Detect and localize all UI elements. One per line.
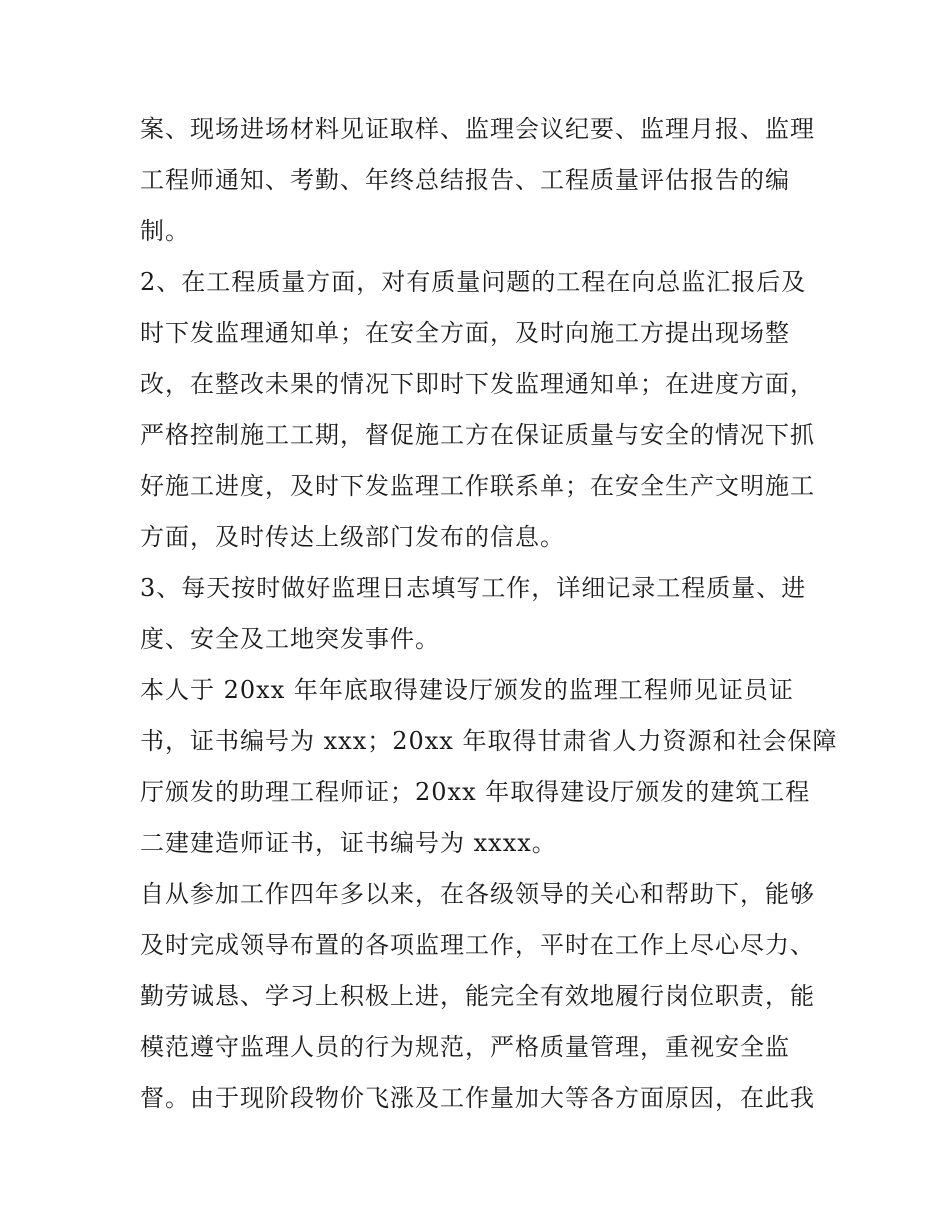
text-line: 及时完成领导布置的各项监理工作，平时在工作上尽心尽力、: [140, 931, 815, 959]
text-line: 时下发监理通知单；在安全方面，及时向施工方提出现场整: [140, 319, 790, 347]
text-line: 厅颁发的助理工程师证；20xx 年取得建设厅颁发的建筑工程: [140, 778, 811, 806]
text-line: 自从参加工作四年多以来，在各级领导的关心和帮助下，能够: [140, 880, 815, 908]
text-line: 案、现场进场材料见证取样、监理会议纪要、监理月报、监理: [140, 115, 815, 143]
text-line: 改，在整改未果的情况下即时下发监理通知单；在进度方面，: [140, 370, 815, 398]
text-line: 度、安全及工地突发事件。: [140, 625, 440, 653]
text-line: 制。: [140, 217, 190, 245]
text-line: 3、每天按时做好监理日志填写工作，详细记录工程质量、进: [140, 574, 807, 602]
text-line: 勤劳诚恳、学习上积极上进，能完全有效地履行岗位职责，能: [140, 982, 815, 1010]
text-line: 书，证书编号为 xxx；20xx 年取得甘肃省人力资源和社会保障: [140, 727, 838, 755]
text-line: 2、在工程质量方面，对有质量问题的工程在向总监汇报后及: [140, 268, 807, 296]
text-line: 工程师通知、考勤、年终总结报告、工程质量评估报告的编: [140, 166, 790, 194]
text-line: 好施工进度，及时下发监理工作联系单；在安全生产文明施工: [140, 472, 815, 500]
text-line: 方面，及时传达上级部门发布的信息。: [140, 523, 565, 551]
document-body: [140, 104, 838, 1124]
text-line: 本人于 20xx 年年底取得建设厅颁发的监理工程师见证员证: [140, 676, 794, 704]
text-line: 严格控制施工工期，督促施工方在保证质量与安全的情况下抓: [140, 421, 815, 449]
text-line: 二建建造师证书，证书编号为 xxxx。: [140, 829, 557, 857]
text-line: 督。由于现阶段物价飞涨及工作量加大等各方面原因，在此我: [140, 1084, 815, 1112]
text-line: 模范遵守监理人员的行为规范，严格质量管理，重视安全监: [140, 1033, 790, 1061]
